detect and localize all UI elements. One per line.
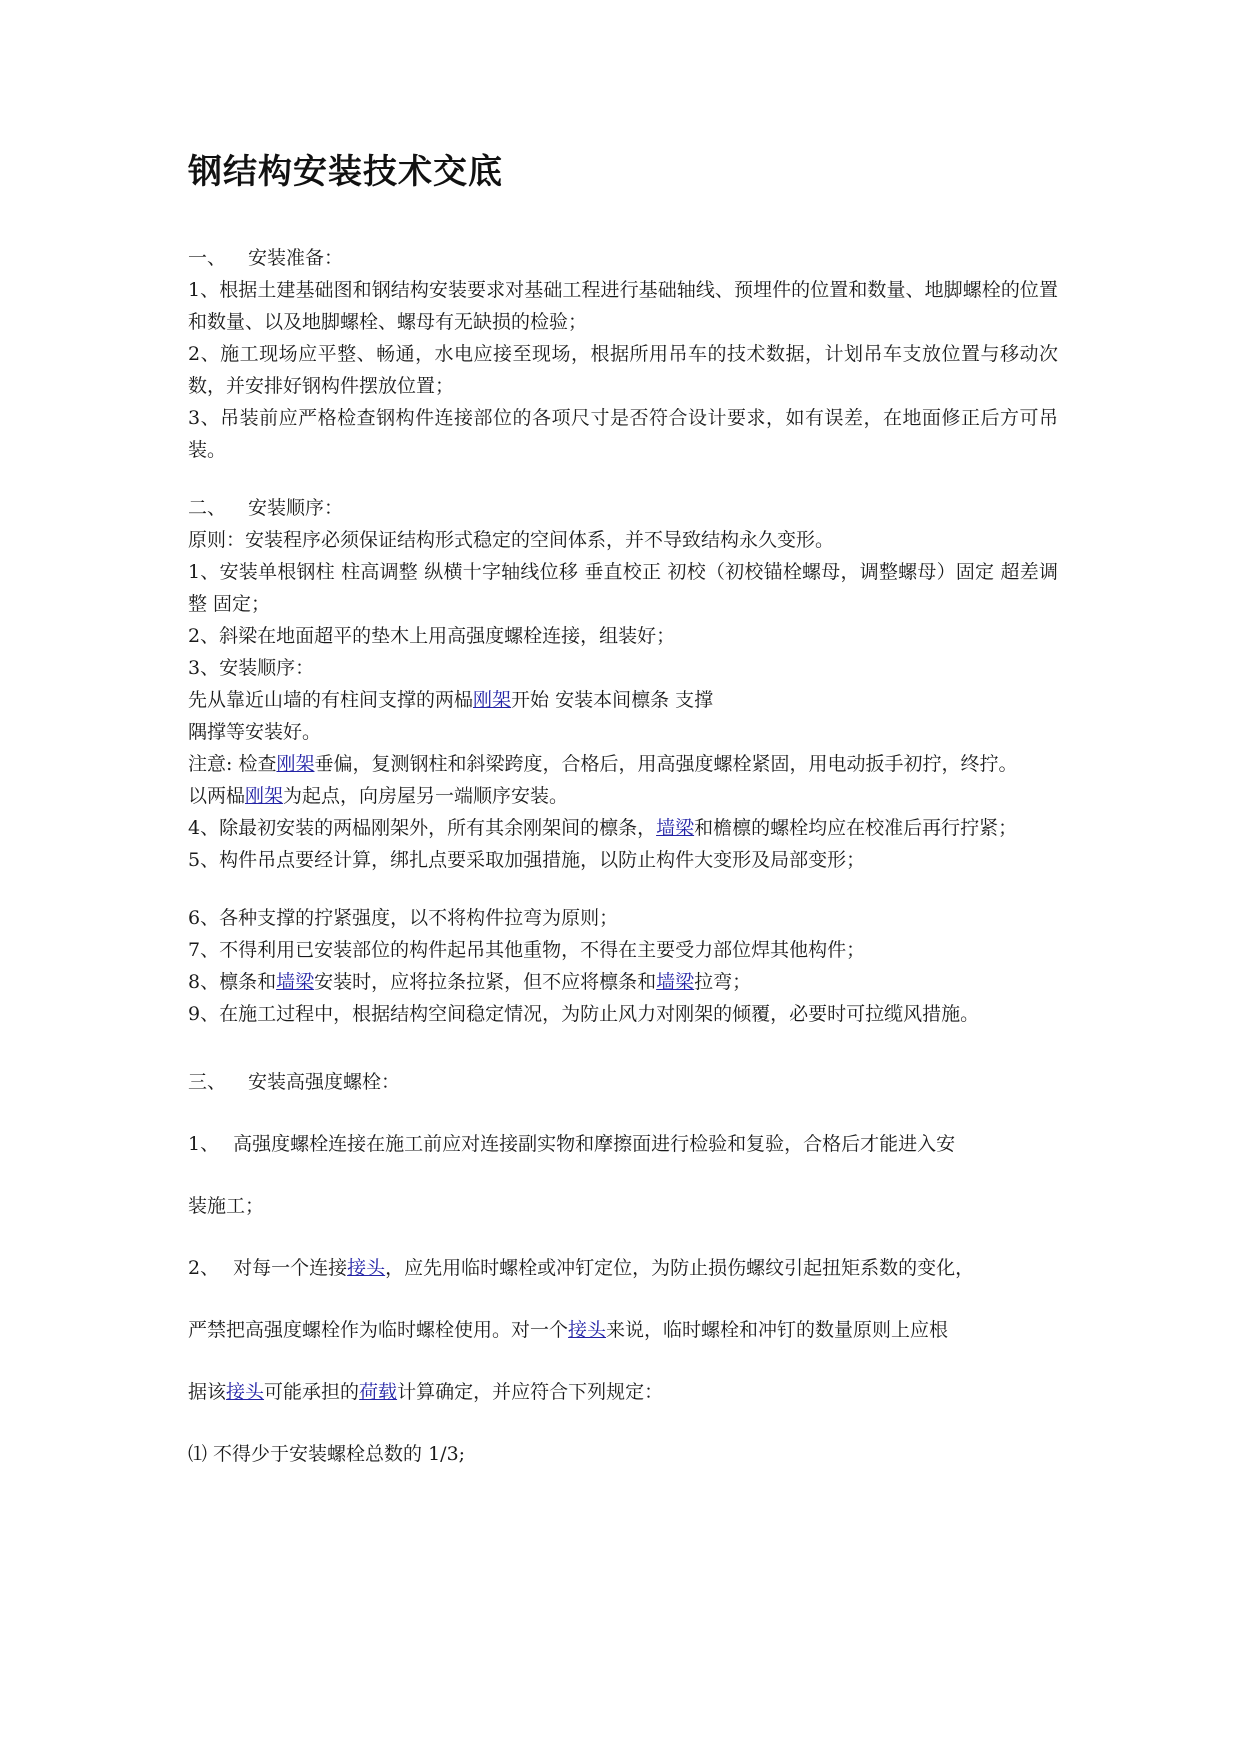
- document-title: 钢结构安装技术交底: [188, 152, 503, 192]
- s3-item-2-line-3: [188, 1376, 1058, 1408]
- s2-item-4-text: 4、除最初安装的两榀刚架外，所有其余刚架间的檩条，: [188, 817, 657, 839]
- section-1-heading: [188, 242, 1058, 274]
- frame-link[interactable]: 刚架: [473, 689, 512, 711]
- s3-item-1-text: 高强度螺栓连接在施工前应对连接副实物和摩擦面进行检验和复验，合格后才能进入安: [233, 1133, 956, 1155]
- frame-link[interactable]: 刚架: [245, 785, 284, 807]
- s2-sequence-text: 先从靠近山墙的有柱间支撑的两榀: [188, 689, 474, 711]
- s2-item-5: 5、构件吊点要经计算，绑扎点要采取加强措施，以防止构件大变形及局部变形；: [188, 849, 866, 871]
- s2-note-text: 垂偏，复测钢柱和斜梁跨度，合格后，用高强度螺栓紧固，用电动扳手初拧，终拧。: [314, 753, 1018, 775]
- s3-item-1-line-2: 装施工；: [188, 1195, 265, 1217]
- frame-link[interactable]: 刚架: [276, 753, 315, 775]
- s1-item-1: 1、根据土建基础图和钢结构安装要求对基础工程进行基础轴线、预埋件的位置和数量、地脚螺栓的位置和数量、以及地脚螺栓、螺母有无缺损的检验；: [188, 279, 1058, 333]
- s3-item-2-line-3-text-end: 计算确定，并应符合下列规定：: [397, 1381, 664, 1403]
- section-2-heading: [188, 492, 1058, 524]
- s1-item-3: 3、吊装前应严格检查钢构件连接部位的各项尺寸是否符合设计要求，如有误差，在地面修正后方可吊装。: [188, 407, 1058, 461]
- wall-beam-link[interactable]: 墙梁: [276, 971, 315, 993]
- s2-item-8-text: 8、檩条和: [188, 971, 277, 993]
- joint-link[interactable]: 接头: [347, 1257, 386, 1279]
- s2-sequence-line: [188, 684, 1058, 716]
- s2-principle: 原则：安装程序必须保证结构形式稳定的空间体系，并不导致结构永久变形。: [188, 529, 835, 551]
- s2-item-6: 6、各种支撑的拧紧强度，以不将构件拉弯为原则；: [188, 907, 619, 929]
- s2-item-2: 2、斜梁在地面超平的垫木上用高强度螺栓连接，组装好；: [188, 625, 676, 647]
- section-3-number: 三、: [188, 1071, 227, 1093]
- s2-item-1: 1、安装单根钢柱 柱高调整 纵横十字轴线位移 垂直校正 初校（初校锚栓螺母，调整螺母）固定 超差调整 固定；: [188, 561, 1058, 615]
- s2-item-8: [188, 966, 1058, 998]
- s2-item-9: 9、在施工过程中，根据结构空间稳定情况，为防止风力对刚架的倾覆，必要时可拉缆风措施。: [188, 1003, 980, 1025]
- s3-item-1-number: 1、: [188, 1133, 220, 1155]
- s2-item-7: 7、不得利用已安装部位的构件起吊其他重物，不得在主要受力部位焊其他构件；: [188, 939, 866, 961]
- s2-start-point: [188, 780, 1058, 812]
- section-2-title: 安装顺序：: [248, 497, 344, 519]
- load-link[interactable]: 荷载: [359, 1381, 398, 1403]
- s2-sequence-text-end: 开始 安装本间檩条 支撑: [511, 689, 714, 711]
- s2-item-8-text-end: 拉弯；: [694, 971, 752, 993]
- s2-note: [188, 748, 1058, 780]
- s3-item-2-line-3-text: 据该: [188, 1381, 227, 1403]
- s3-item-2-line-2: [188, 1314, 1058, 1346]
- s3-item-2-text: 对每一个连接: [233, 1257, 348, 1279]
- s2-sequence-line-2: 隅撑等安装好。: [188, 721, 322, 743]
- section-1-title: 安装准备：: [248, 247, 344, 269]
- s3-item-2-number: 2、: [188, 1257, 220, 1279]
- section-2-number: 二、: [188, 497, 227, 519]
- s2-item-8-text-mid: 安装时，应将拉条拉紧，但不应将檩条和: [314, 971, 657, 993]
- s3-item-2-text-end: ，应先用临时螺栓或冲钉定位，为防止损伤螺纹引起扭矩系数的变化，: [385, 1257, 975, 1279]
- s3-item-2-line-1: [188, 1252, 1058, 1284]
- s2-start-text: 以两榀: [188, 785, 246, 807]
- s2-note-label: 注意: 检查: [188, 753, 277, 775]
- section-1-number: 一、: [188, 247, 227, 269]
- s3-item-2-line-2-text: 严禁把高强度螺栓作为临时螺栓使用。对一个: [188, 1319, 569, 1341]
- document-page: [188, 150, 1058, 1470]
- s3-item-2-line-2-text-end: 来说，临时螺栓和冲钉的数量原则上应根: [606, 1319, 949, 1341]
- s3-item-2-line-3-text-mid: 可能承担的: [264, 1381, 360, 1403]
- joint-link[interactable]: 接头: [568, 1319, 607, 1341]
- s2-item-4-text-end: 和檐檩的螺栓均应在校准后再行拧紧；: [694, 817, 1018, 839]
- s2-item-3: 3、安装顺序：: [188, 657, 315, 679]
- s1-item-2: 2、施工现场应平整、畅通，水电应接至现场，根据所用吊车的技术数据，计划吊车支放位置与移动次数，并安排好钢构件摆放位置；: [188, 343, 1058, 397]
- s2-item-4: [188, 812, 1058, 844]
- joint-link[interactable]: 接头: [226, 1381, 265, 1403]
- wall-beam-link[interactable]: 墙梁: [656, 817, 695, 839]
- section-3-heading: [188, 1066, 1058, 1098]
- wall-beam-link[interactable]: 墙梁: [656, 971, 695, 993]
- s3-rule-1: ⑴ 不得少于安装螺栓总数的 1/3;: [188, 1443, 466, 1465]
- s3-item-1-line-1: [188, 1128, 1058, 1160]
- section-3-title: 安装高强度螺栓：: [248, 1071, 401, 1093]
- s2-start-text-end: 为起点，向房屋另一端顺序安装。: [283, 785, 569, 807]
